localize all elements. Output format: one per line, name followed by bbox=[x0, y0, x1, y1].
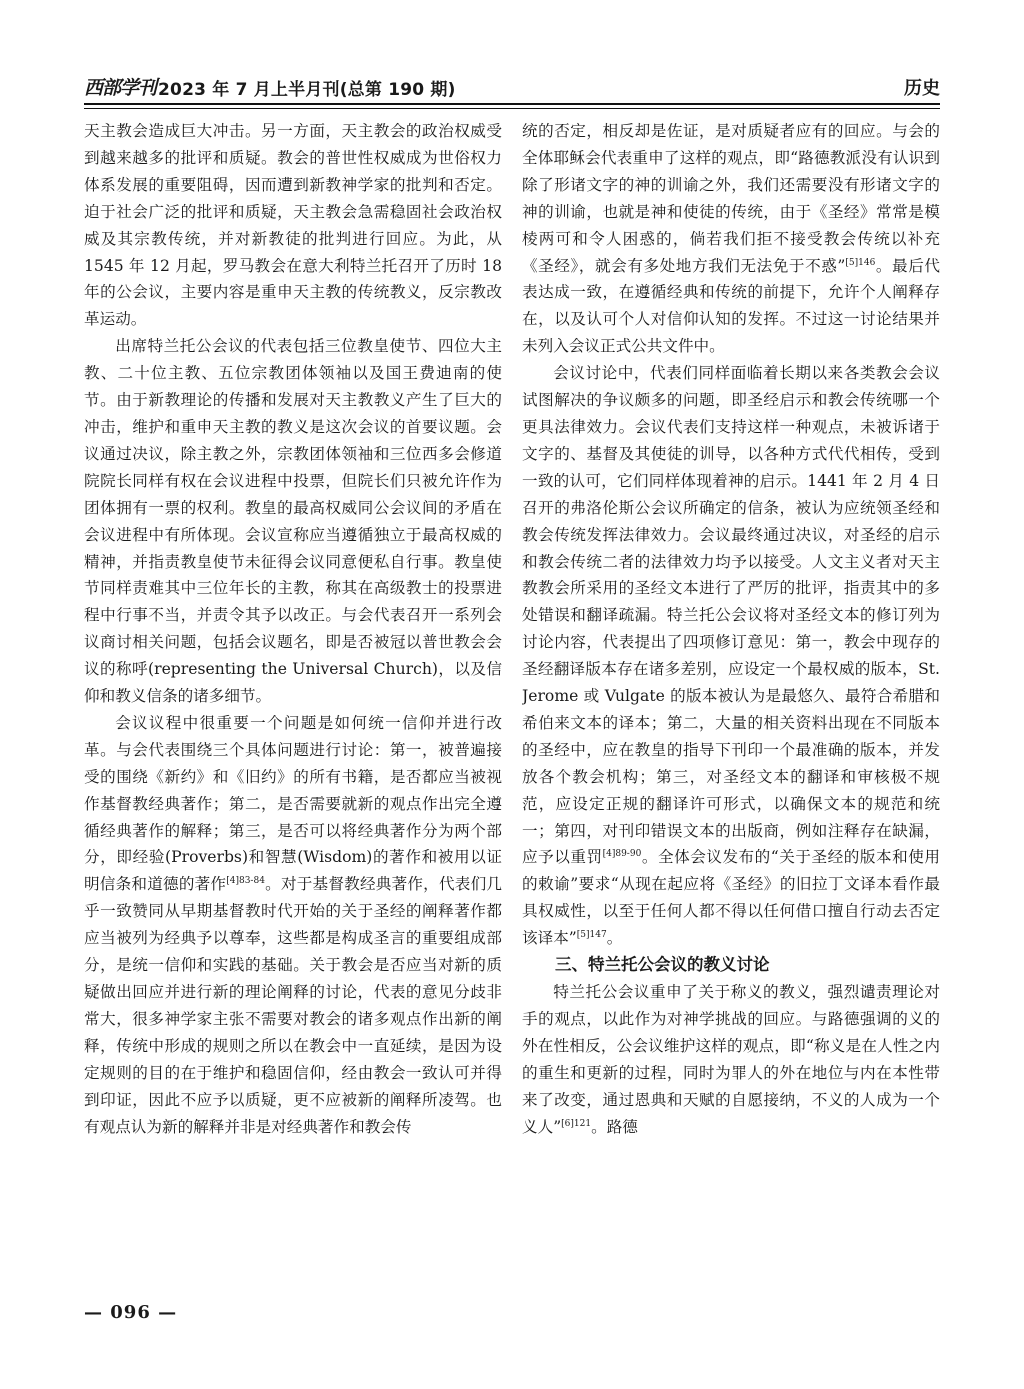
journal-logo: 西部学刊 bbox=[84, 77, 157, 99]
body-paragraph bbox=[522, 360, 940, 952]
paragraph-text: 天主教会造成巨大冲击。另一方面，天主教会的政治权威受到越来越多的批评和质疑。教会的普世性权威成为世俗权力体系发展的重要阻碍，因而遭到新教神学家的批判和否定。迫于社会广泛的批评和质疑，天主教会急需稳固社会政治权威及其宗教传统，并对新教徒的批判进行回应。为此，从 1545 年 12 月起，罗马教会在意大利特兰托召开了历时 18 年的公会议，主要内容是重申天主教的传统教义，反宗教改革运动。 bbox=[84, 122, 502, 329]
paragraph-text: 出席特兰托公会议的代表包括三位教皇使节、四位大主教、二十位主教、五位宗教团体领袖以及国王费迪南的使节。由于新教理论的传播和发展对天主教教义产生了巨大的冲击，维护和重申天主教的教义是这次会议的首要议题。会议通过决议，除主教之外，宗教团体领袖和三位西多会修道院院长同样有权在会议进程中投票，但院长们只被允许作为团体拥有一票的权利。教皇的最高权威同公会议间的矛盾在会议进程中有所体现。会议宣称应当遵循独立于最高权威的精神，并指责教皇使节未征得会议同意便私自行事。教皇使节同样责难其中三位年长的主教，称其在高级教士的投票进程中行事不当，并责令其予以改正。与会代表召开一系列会议商讨相关问题，包括会议题名，即是否被冠以普世教会会议的称呼(representing the Universal Church)，以及信仰和教义信条的诸多细节。 bbox=[84, 337, 502, 706]
citation-marker: [5]146 bbox=[845, 257, 876, 268]
header-rule-thin bbox=[84, 108, 940, 109]
issue-info: 2023 年 7 月上半月刊(总第 190 期) bbox=[158, 80, 456, 100]
citation-marker: [4]89-90 bbox=[602, 849, 642, 860]
running-header bbox=[84, 70, 940, 100]
paragraph-text: 三、特兰托公会议的教义讨论 bbox=[555, 955, 770, 975]
paragraph-text: 统的否定，相反却是佐证，是对质疑者应有的回应。与会的全体耶稣会代表重申了这样的观点，即“路德教派没有认识到除了形诸文字的神的训谕之外，我们还需要没有形诸文字的神的训谕，也就是神和使徒的传统，由于《圣经》常常是模棱两可和令人困惑的，倘若我们拒不接受教会传统以补充《圣经》，就会有多处地方我们无法免于不惑” bbox=[522, 122, 940, 275]
paragraph-text: 会议议程中很重要一个问题是如何统一信仰并进行改革。与会代表围绕三个具体问题进行讨论：第一，被普遍接受的围绕《新约》和《旧约》的所有书籍，是否都应当被视作基督教经典著作；第二，是否需要就新的观点作出完全遵循经典著作的解释；第三，是否可以将经典著作分为两个部分，即经验(Proverbs)和智慧(Wisdom)的著作和被用以证明信条和道德的著作 bbox=[84, 713, 502, 894]
journal-info bbox=[84, 73, 456, 100]
citation-marker: [4]83-84 bbox=[226, 876, 265, 887]
body-paragraph bbox=[84, 710, 502, 1141]
body-paragraph bbox=[84, 333, 502, 710]
citation-marker: [5]147 bbox=[576, 930, 607, 940]
paragraph-text: 。对于基督教经典著作，代表们几乎一致赞同从早期基督教时代开始的关于圣经的阐释著作都应当被列为经典予以尊奉，这些都是构成圣言的重要组成部分，是统一信仰和实践的基础。关于教会是否应当对新的质疑做出回应并进行新的理论阐释的讨论，代表的意见分歧非常大，很多神学家主张不需要对教会的诸多观点作出新的阐释，传统中形成的规则之所以在教会中一直延续，是因为设定规则的目的在于维护和稳固信仰，经由教会一致认可并得到印证，因此不应予以质疑，更不应被新的阐释所凌驾。也有观点认为新的解释并非是对经典著作和教会传 bbox=[84, 875, 502, 1136]
section-heading bbox=[522, 952, 940, 979]
paragraph-text: 。最后代表达成一致，在遵循经典和传统的前提下，允许个人阐释存在，以及认可个人对信仰认知的发挥。不过这一讨论结果并未列入会议正式公共文件中。 bbox=[522, 256, 940, 356]
paragraph-text: 。路德 bbox=[591, 1117, 638, 1136]
paragraph-text: 。 bbox=[606, 929, 623, 948]
paragraph-text: 。全体会议发布的“关于圣经的版本和使用的敕谕”要求“从现在起应将《圣经》的旧拉丁文译本看作最具权威性，以至于任何人都不得以任何借口擅自行动去否定该译本” bbox=[522, 848, 940, 948]
paragraph-text: 特兰托公会议重申了关于称义的教义，强烈谴责理论对手的观点，以此作为对神学挑战的回应。与路德强调的义的外在性相反，公会议维护这样的观点，即“称义是在人性之内的重生和更新的过程，同时为罪人的外在地位与内在本性带来了改变，通过恩典和天赋的自愿接纳，不义的人成为一个义人” bbox=[522, 983, 940, 1136]
body-paragraph bbox=[84, 118, 502, 333]
header-rule-thick bbox=[84, 103, 940, 105]
page-number: — 096 — bbox=[84, 1302, 178, 1323]
paragraph-text: 会议讨论中，代表们同样面临着长期以来各类教会会议试图解决的争议颇多的问题，即圣经启示和教会传统哪一个更具法律效力。会议代表们支持这样一种观点，未被诉诸于文字的、基督及其使徒的训导，以各种方式代代相传，受到一致的认可，它们同样体现着神的启示。1441 年 2 月 4 日召开的弗洛伦斯公会议所确定的信条，被认为应统领圣经和教会传统发挥法律效力。会议最终通过决议，对圣经的启示和教会传统二者的法律效力均予以接受。人文主义者对天主教教会所采用的圣经文本进行了严厉的批评，指责其中的多处错误和翻译疏漏。特兰托公会议将对圣经文本的修订列为讨论内容，代表提出了四项修订意见：第一，教会中现存的圣经翻译版本存在诸多差别，应设定一个最权威的版本，St. Jerome 或 Vulgate 的版本被认为是最悠久、最符合希腊和希伯来文本的译本；第二，大量的相关资料出现在不同版本的圣经中，应在教皇的指导下刊印一个最准确的版本，并发放各个教会机构；第三，对圣经文本的翻译和审核极不规范，应设定正规的翻译许可形式，以确保文本的规范和统一；第四，对刊印错误文本的出版商，例如注释存在缺漏，应予以重罚 bbox=[522, 364, 940, 867]
body-paragraph bbox=[522, 118, 940, 360]
left-column bbox=[84, 118, 502, 1318]
citation-marker: [6]121 bbox=[561, 1118, 592, 1129]
section-label: 历史 bbox=[904, 78, 940, 99]
right-column bbox=[522, 118, 940, 1318]
body-paragraph bbox=[522, 979, 940, 1140]
